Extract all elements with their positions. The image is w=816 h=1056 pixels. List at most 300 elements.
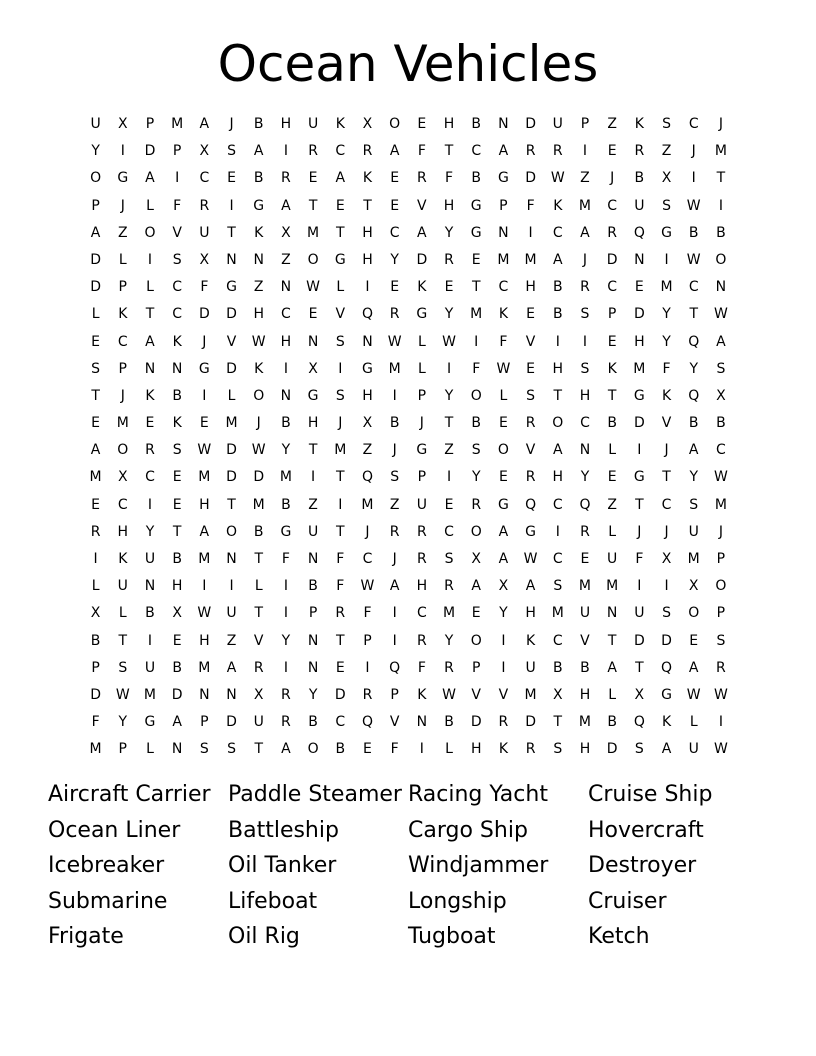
grid-letter: M xyxy=(687,551,700,567)
grid-letter: H xyxy=(362,387,373,404)
grid-letter: X xyxy=(281,224,291,241)
grid-letter: A xyxy=(498,523,509,540)
grid-letter: K xyxy=(335,116,345,132)
grid-letter: A xyxy=(525,578,536,595)
grid-letter: P xyxy=(716,551,726,567)
grid-letter: X xyxy=(661,170,672,187)
grid-letter: I xyxy=(637,578,642,595)
grid-letter: A xyxy=(172,714,182,731)
grid-row xyxy=(82,274,742,301)
grid-letter: V xyxy=(525,442,536,459)
grid-letter: W xyxy=(387,333,402,350)
grid-letter: P xyxy=(118,741,127,758)
grid-letter: N xyxy=(307,632,319,649)
grid-letter: F xyxy=(662,360,671,377)
grid-row xyxy=(82,111,742,138)
grid-letter: G xyxy=(470,197,482,214)
grid-letter: C xyxy=(552,224,563,241)
grid-letter: R xyxy=(444,251,454,268)
grid-letter: H xyxy=(199,632,210,649)
grid-letter: D xyxy=(525,714,536,731)
grid-letter: A xyxy=(199,116,210,132)
grid-letter: T xyxy=(254,741,263,758)
grid-letter: K xyxy=(254,360,264,377)
grid-letter: N xyxy=(416,714,428,731)
grid-letter: N xyxy=(280,279,292,296)
grid-row xyxy=(82,138,742,165)
grid-letter: S xyxy=(172,442,182,459)
grid-letter: P xyxy=(363,632,372,649)
grid-letter: A xyxy=(281,741,291,758)
grid-letter: A xyxy=(199,523,210,540)
grid-letter: C xyxy=(498,279,509,296)
word-list-item: Longship xyxy=(408,888,507,914)
grid-letter: V xyxy=(661,415,672,432)
grid-letter: E xyxy=(498,415,508,432)
grid-letter: Y xyxy=(444,306,454,323)
grid-letter: T xyxy=(363,197,372,214)
grid-letter: F xyxy=(417,143,426,160)
grid-letter: G xyxy=(144,714,156,731)
grid-letter: Z xyxy=(362,442,373,459)
grid-letter: B xyxy=(580,659,590,676)
grid-letter: F xyxy=(173,197,182,214)
grid-letter: P xyxy=(716,605,726,622)
grid-letter: N xyxy=(307,659,319,676)
grid-letter: G xyxy=(633,469,645,486)
word-list-item: Ketch xyxy=(588,924,650,949)
word-list-item: Ocean Liner xyxy=(48,817,181,843)
grid-letter: R xyxy=(362,686,373,703)
grid-letter: R xyxy=(281,170,291,187)
word-list-item: Hovercraft xyxy=(588,817,704,843)
grid-letter: K xyxy=(118,306,128,323)
grid-letter: I xyxy=(229,578,234,595)
grid-letter: Z xyxy=(607,496,617,513)
grid-letter: T xyxy=(716,170,726,187)
grid-letter: D xyxy=(334,686,346,703)
grid-letter: L xyxy=(227,387,236,404)
grid-letter: O xyxy=(90,170,102,187)
grid-letter: S xyxy=(471,442,481,459)
grid-letter: I xyxy=(338,496,343,513)
grid-letter: D xyxy=(606,741,618,758)
grid-letter: R xyxy=(416,551,427,567)
grid-letter: E xyxy=(444,279,454,296)
grid-letter: F xyxy=(281,551,290,567)
grid-letter: C xyxy=(145,469,155,486)
grid-letter: R xyxy=(335,605,346,622)
grid-letter: D xyxy=(226,714,237,731)
grid-letter: C xyxy=(389,224,400,241)
grid-letter: A xyxy=(552,442,563,459)
grid-letter: Y xyxy=(145,523,155,540)
grid-letter: L xyxy=(146,197,154,214)
grid-letter: A xyxy=(716,333,726,350)
grid-letter: A xyxy=(281,197,291,214)
grid-letter: X xyxy=(716,387,726,404)
grid-row xyxy=(82,383,742,410)
grid-row xyxy=(82,573,742,600)
grid-letter: J xyxy=(691,143,696,160)
grid-letter: W xyxy=(686,251,701,268)
grid-letter: E xyxy=(91,333,101,350)
grid-letter: Y xyxy=(444,632,454,649)
grid-letter: E xyxy=(172,496,182,513)
grid-letter: Z xyxy=(281,251,291,268)
grid-letter: L xyxy=(118,605,127,622)
grid-letter: Y xyxy=(499,605,508,622)
grid-letter: R xyxy=(308,143,318,160)
grid-letter: W xyxy=(442,333,456,350)
grid-letter: T xyxy=(607,387,617,404)
grid-letter: I xyxy=(283,578,288,595)
grid-letter: T xyxy=(444,415,454,432)
grid-letter: U xyxy=(552,116,563,132)
grid-letter: A xyxy=(389,143,400,160)
grid-letter: X xyxy=(552,686,563,703)
grid-letter: M xyxy=(470,306,483,323)
grid-letter: M xyxy=(361,496,374,513)
grid-row xyxy=(82,247,742,274)
grid-letter: J xyxy=(256,415,261,432)
grid-letter: N xyxy=(171,741,183,758)
grid-letter: L xyxy=(445,741,453,758)
grid-letter: Y xyxy=(444,387,454,404)
word-list-item: Lifeboat xyxy=(228,888,318,914)
grid-letter: S xyxy=(662,605,671,622)
grid-letter: M xyxy=(279,469,292,486)
grid-letter: G xyxy=(280,523,292,540)
grid-letter: E xyxy=(145,415,155,432)
grid-row xyxy=(82,628,742,655)
grid-letter: W xyxy=(251,442,266,459)
grid-letter: Q xyxy=(633,224,645,241)
grid-letter: P xyxy=(308,605,318,622)
grid-letter: N xyxy=(307,551,319,567)
grid-letter: F xyxy=(472,360,481,377)
grid-letter: G xyxy=(661,224,672,241)
grid-letter: J xyxy=(637,523,642,540)
grid-letter: J xyxy=(392,551,397,567)
grid-letter: P xyxy=(91,659,100,676)
grid-letter: I xyxy=(202,578,207,595)
grid-letter: B xyxy=(607,714,617,731)
grid-letter: N xyxy=(226,686,237,703)
grid-letter: M xyxy=(660,279,673,296)
grid-letter: J xyxy=(120,387,125,404)
grid-letter: Y xyxy=(689,360,698,377)
grid-row xyxy=(82,410,742,437)
grid-letter: G xyxy=(253,197,265,214)
grid-letter: W xyxy=(713,469,728,486)
grid-letter: S xyxy=(227,741,236,758)
grid-letter: B xyxy=(471,415,482,432)
grid-letter: I xyxy=(392,605,397,622)
grid-letter: W xyxy=(197,605,212,622)
grid-letter: B xyxy=(335,741,346,758)
grid-letter: E xyxy=(91,496,101,513)
grid-letter: D xyxy=(606,251,618,268)
grid-letter: Z xyxy=(444,442,454,459)
grid-letter: U xyxy=(416,496,427,513)
grid-letter: N xyxy=(579,442,591,459)
grid-letter: I xyxy=(202,387,207,404)
grid-letter: A xyxy=(688,659,699,676)
grid-letter: F xyxy=(336,551,345,567)
grid-letter: R xyxy=(199,197,210,214)
grid-letter: E xyxy=(471,251,481,268)
grid-letter: M xyxy=(116,415,129,432)
grid-letter: X xyxy=(199,251,210,268)
grid-letter: G xyxy=(307,387,319,404)
grid-letter: L xyxy=(146,279,154,296)
grid-letter: E xyxy=(308,306,318,323)
grid-letter: G xyxy=(633,387,645,404)
grid-letter: M xyxy=(714,496,727,513)
grid-letter: K xyxy=(417,279,427,296)
grid-letter: H xyxy=(199,496,210,513)
grid-letter: Y xyxy=(689,469,698,486)
grid-letter: T xyxy=(172,523,182,540)
grid-letter: R xyxy=(471,496,482,513)
grid-letter: A xyxy=(498,551,509,567)
grid-letter: R xyxy=(145,442,155,459)
grid-letter: I xyxy=(175,170,180,187)
grid-letter: K xyxy=(172,333,182,350)
grid-letter: E xyxy=(227,170,236,187)
grid-letter: D xyxy=(416,251,428,268)
grid-letter: I xyxy=(501,632,506,649)
grid-letter: W xyxy=(251,333,266,350)
grid-letter: T xyxy=(118,632,128,649)
grid-letter: P xyxy=(417,469,427,486)
grid-letter: D xyxy=(253,469,265,486)
grid-row xyxy=(82,356,742,383)
grid-letter: S xyxy=(91,360,101,377)
grid-letter: U xyxy=(307,116,319,132)
grid-letter: C xyxy=(552,496,563,513)
grid-letter: F xyxy=(526,197,535,214)
grid-letter: P xyxy=(580,116,590,132)
grid-letter: K xyxy=(526,632,536,649)
grid-letter: K xyxy=(254,224,264,241)
grid-letter: U xyxy=(607,551,618,567)
grid-letter: L xyxy=(499,387,508,404)
word-list-item: Cruise Ship xyxy=(588,782,713,807)
grid-letter: W xyxy=(360,578,375,595)
grid-letter: M xyxy=(578,714,592,731)
grid-letter: L xyxy=(608,686,617,703)
grid-letter: M xyxy=(606,578,619,595)
grid-letter: M xyxy=(578,197,592,214)
grid-letter: A xyxy=(90,224,101,241)
grid-letter: N xyxy=(253,251,264,268)
grid-letter: L xyxy=(336,279,345,296)
grid-letter: V xyxy=(580,632,590,649)
grid-letter: W xyxy=(550,170,565,187)
grid-letter: C xyxy=(362,551,373,567)
grid-letter: N xyxy=(634,251,645,268)
grid-letter: O xyxy=(470,632,482,649)
grid-letter: H xyxy=(253,306,264,323)
grid-letter: R xyxy=(525,143,536,160)
grid-letter: D xyxy=(525,116,536,132)
grid-letter: B xyxy=(716,415,726,432)
grid-letter: E xyxy=(471,605,481,622)
grid-letter: S xyxy=(444,551,454,567)
grid-letter: I xyxy=(392,632,397,649)
grid-letter: S xyxy=(580,306,590,323)
grid-letter: F xyxy=(200,279,209,296)
grid-letter: J xyxy=(338,415,343,432)
grid-letter: E xyxy=(363,741,372,758)
grid-letter: S xyxy=(662,116,671,132)
grid-letter: L xyxy=(91,306,100,323)
grid-letter: O xyxy=(688,605,700,622)
grid-letter: I xyxy=(93,551,98,567)
grid-letter: E xyxy=(91,415,101,432)
grid-letter: M xyxy=(714,143,727,160)
grid-letter: O xyxy=(144,224,156,241)
grid-letter: X xyxy=(308,360,318,377)
grid-letter: B xyxy=(253,523,264,540)
grid-row xyxy=(82,193,742,220)
grid-letter: F xyxy=(363,605,372,622)
grid-letter: I xyxy=(582,333,588,350)
grid-letter: B xyxy=(172,387,182,404)
grid-letter: V xyxy=(253,632,264,649)
grid-letter: R xyxy=(498,714,509,731)
grid-letter: B xyxy=(281,496,291,513)
grid-letter: E xyxy=(390,170,400,187)
grid-letter: A xyxy=(688,442,699,459)
grid-letter: K xyxy=(553,197,563,214)
grid-letter: K xyxy=(362,170,373,187)
grid-letter: I xyxy=(637,442,642,459)
grid-letter: I xyxy=(419,741,424,758)
grid-letter: Q xyxy=(361,306,373,323)
grid-letter: X xyxy=(253,686,264,703)
word-list-item: Cruiser xyxy=(588,888,667,914)
grid-letter: T xyxy=(254,605,263,622)
grid-letter: B xyxy=(688,415,699,432)
grid-letter: T xyxy=(471,279,481,296)
grid-letter: H xyxy=(525,605,536,622)
grid-letter: A xyxy=(253,143,264,160)
grid-letter: U xyxy=(688,523,699,540)
grid-letter: M xyxy=(89,741,102,758)
grid-letter: W xyxy=(713,741,728,758)
grid-letter: G xyxy=(525,523,537,540)
grid-letter: L xyxy=(146,741,154,758)
grid-letter: G xyxy=(497,496,509,513)
grid-letter: Z xyxy=(607,116,617,132)
grid-letter: B xyxy=(281,415,291,432)
grid-letter: M xyxy=(578,578,592,595)
grid-letter: G xyxy=(497,170,509,187)
grid-letter: I xyxy=(283,605,288,622)
grid-letter: T xyxy=(145,306,155,323)
grid-row xyxy=(82,655,742,682)
grid-letter: B xyxy=(552,659,563,676)
grid-letter: Q xyxy=(688,333,700,350)
grid-letter: I xyxy=(718,714,723,731)
grid-letter: M xyxy=(143,686,157,703)
grid-letter: A xyxy=(580,224,590,241)
grid-letter: G xyxy=(334,251,346,268)
grid-letter: P xyxy=(118,360,127,377)
grid-letter: I xyxy=(528,224,533,241)
grid-letter: I xyxy=(392,387,397,404)
grid-letter: R xyxy=(525,741,536,758)
grid-letter: E xyxy=(172,632,182,649)
grid-letter: R xyxy=(416,632,427,649)
grid-letter: D xyxy=(198,306,210,323)
grid-letter: B xyxy=(471,116,482,132)
grid-letter: I xyxy=(446,469,452,486)
grid-letter: A xyxy=(145,170,155,187)
grid-letter: T xyxy=(689,306,698,323)
grid-letter: M xyxy=(89,469,102,486)
grid-letter: M xyxy=(171,116,184,132)
grid-letter: P xyxy=(417,387,427,404)
grid-letter: C xyxy=(471,143,482,160)
grid-letter: R xyxy=(281,686,291,703)
grid-letter: L xyxy=(118,251,127,268)
grid-letter: J xyxy=(392,442,397,459)
grid-letter: C xyxy=(552,551,563,567)
grid-letter: G xyxy=(470,224,482,241)
grid-letter: K xyxy=(661,387,672,404)
grid-letter: J xyxy=(582,251,588,268)
grid-letter: R xyxy=(389,306,400,323)
grid-letter: E xyxy=(444,496,454,513)
grid-letter: R xyxy=(607,224,618,241)
grid-letter: V xyxy=(471,686,481,703)
grid-letter: Y xyxy=(580,469,590,486)
word-list-item: Aircraft Carrier xyxy=(48,782,211,807)
grid-letter: R xyxy=(90,523,101,540)
grid-letter: M xyxy=(307,224,320,241)
grid-letter: D xyxy=(633,632,645,649)
grid-letter: P xyxy=(390,686,399,703)
grid-letter: K xyxy=(172,415,182,432)
grid-letter: L xyxy=(608,442,617,459)
grid-letter: C xyxy=(580,415,590,432)
word-list-item: Oil Tanker xyxy=(228,853,337,878)
grid-letter: I xyxy=(229,197,234,214)
grid-letter: C xyxy=(552,632,563,649)
grid-letter: B xyxy=(308,714,318,731)
grid-letter: R xyxy=(389,523,400,540)
grid-letter: O xyxy=(497,442,509,459)
grid-letter: E xyxy=(607,143,617,160)
grid-letter: G xyxy=(416,442,428,459)
grid-letter: S xyxy=(526,387,536,404)
grid-letter: P xyxy=(499,197,508,214)
grid-letter: Z xyxy=(661,143,672,160)
grid-letter: R xyxy=(525,415,536,432)
grid-letter: H xyxy=(552,360,564,377)
grid-letter: I xyxy=(120,143,125,160)
grid-row xyxy=(82,464,742,491)
grid-letter: T xyxy=(336,469,345,486)
grid-letter: P xyxy=(607,306,617,323)
word-list-item: Windjammer xyxy=(408,853,549,878)
grid-letter: U xyxy=(199,224,210,241)
grid-letter: Q xyxy=(361,714,373,731)
